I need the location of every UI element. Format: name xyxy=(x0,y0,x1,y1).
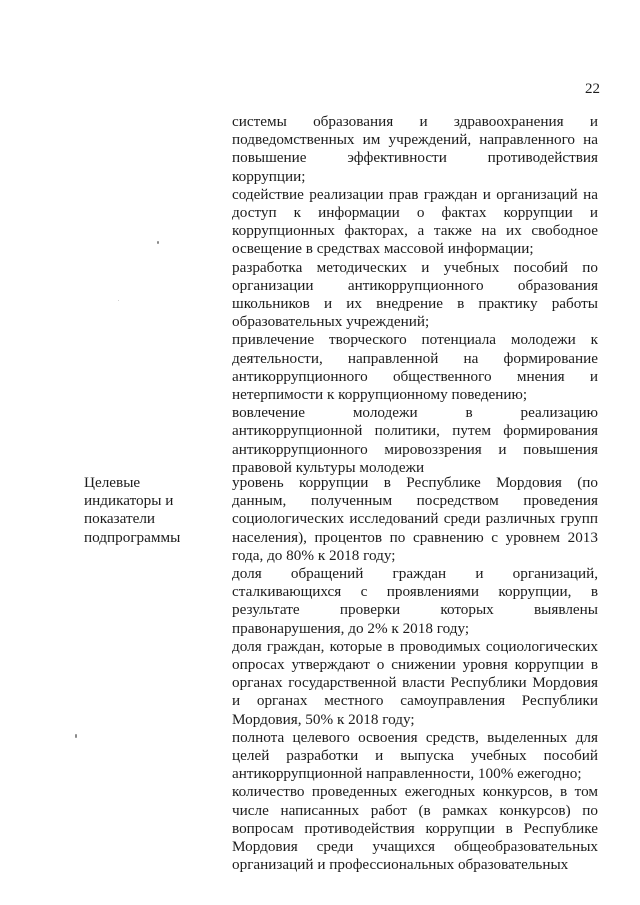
section-text-block xyxy=(232,474,598,874)
paragraph: вовлечение молодежи в реализацию антикоррупционной политики, путем формирования антикоррупционного мировоззрения и повышения правовой культуры молодежи xyxy=(232,404,598,476)
paragraph: привлечение творческого потенциала молодежи к деятельности, направленной на формирование антикоррупционного общественного мнения и нетерпимости к коррупционному поведению; xyxy=(232,331,598,404)
paragraph: содействие реализации прав граждан и организаций на доступ к информации о фактах коррупции и коррупционных факторах, а также на их свободное освещение в средствах массовой информации; xyxy=(232,185,598,258)
paragraph: полнота целевого освоения средств, выделенных для целей разработки и выпуска учебных пособий антикоррупционной направленности, 100% ежегодно; xyxy=(232,728,598,783)
paragraph: количество проведенных ежегодных конкурсов, в том числе написанных работ (в рамках конкурсов) по вопросам противодействия коррупции в Республике Мордовия среди учащихся общеобразовательных организаций и профессиональных образовательных xyxy=(232,783,598,874)
section-label-line: подпрограммы xyxy=(84,528,181,546)
scan-speck xyxy=(118,300,119,301)
paragraph: уровень коррупции в Республике Мордовия (по данным, полученным посредством проведения социологических исследований среди различных групп населения), процентов по сравнению с уровнем 2013 года, до 80% к 2018 году; xyxy=(232,474,598,564)
section-label-line: показатели xyxy=(84,510,156,528)
page-number: 22 xyxy=(585,81,600,97)
paragraph: доля обращений граждан и организаций, сталкивающихся с проявлениями коррупции, в результате проверки которых выявлены правонарушения, до 2% к 2018 году; xyxy=(232,565,598,637)
scan-speck xyxy=(75,734,77,738)
paragraph: разработка методических и учебных пособий по организации антикоррупционного образования школьников и их внедрение в практику работы образовательных учреждений; xyxy=(232,258,598,331)
scan-speck xyxy=(157,241,159,244)
section-label xyxy=(84,474,204,547)
section-label-line: индикаторы и xyxy=(84,492,174,510)
upper-text-block xyxy=(232,113,598,477)
paragraph: системы образования и здравоохранения и подведомственных им учреждений, направленного на повышение эффективности противодействия коррупции; xyxy=(232,113,598,185)
section-label-line: Целевые xyxy=(84,474,141,491)
paragraph: доля граждан, которые в проводимых социологических опросах утверждают о снижении уровня коррупции в органах государственной власти Республики Мордовия и органах местного самоуправления Республики Мордовия, 50% к 2018 году; xyxy=(232,637,598,728)
